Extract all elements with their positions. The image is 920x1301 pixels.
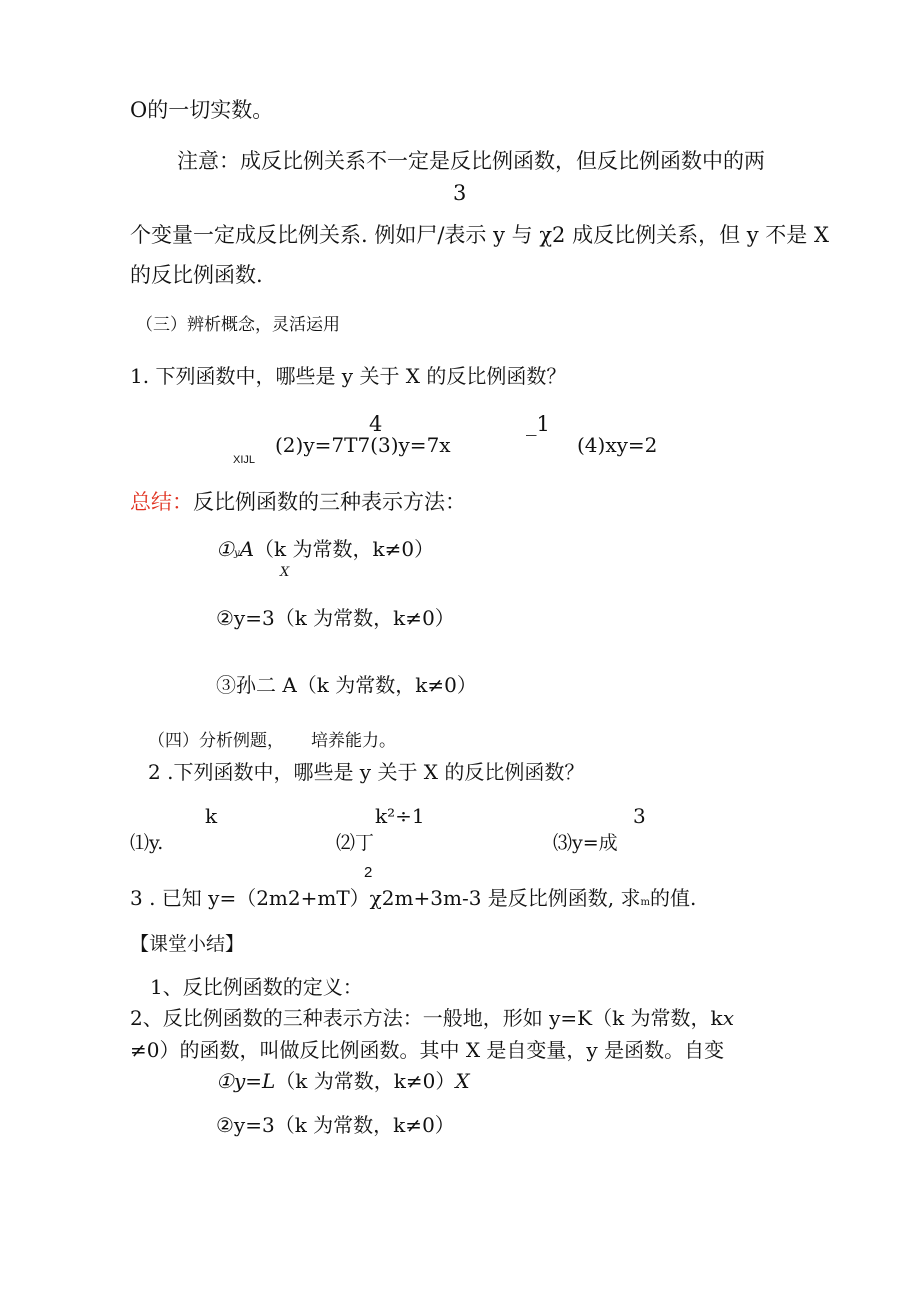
question-1: 1. 下列函数中，哪些是 y 关于 X 的反比例函数？ [130,364,567,388]
section-heading: （四）分析例题， [148,731,284,751]
summary-form-1-eq: =L [245,1069,276,1093]
subscript-m: m [640,897,650,908]
form-1 [216,539,434,559]
section-heading: （三）辨析概念，灵活运用 [136,315,340,335]
summary-form-2: ②y=3（k 为常数，k≠0） [216,1113,455,1137]
form-3: ③孙二 A（k 为常数，k≠0） [216,673,477,697]
summary-item-2-text: 2、反比例函数的三种表示方法：一般地，形如 y=K（k 为常数，k [130,1006,723,1030]
question-2: 2 .下列函数中，哪些是 y 关于 X 的反比例函数？ [148,760,585,784]
circled-one: ① [216,1069,234,1093]
form-1-condition: （k 为常数，k≠0） [254,537,435,561]
form-1-denominator: X [280,565,290,580]
summary-label: 总结： [130,490,193,514]
summary-item-2-cont: ≠0）的函数，叫做反比例函数。其中 X 是自变量，y 是函数。自变 [130,1038,725,1062]
form-2: ②y=3（k 为常数，k≠0） [216,606,455,630]
note-paragraph: 注意：成反比例关系不一定是反比例函数，但反比例函数中的两 [177,149,765,173]
summary-form-1-x: X [455,1069,470,1093]
circled-one: ① [216,537,234,561]
form-1-A: A [239,537,255,561]
option-4: (4)xy=2 [577,433,658,457]
question-3 [130,888,696,908]
summary-line [130,492,466,513]
summary-item-1: 1、反比例函数的定义： [150,975,363,999]
summary-item-2-x: x [722,1006,734,1030]
fraction-number: _1 [526,412,550,436]
summary-text: 反比例函数的三种表示方法： [193,490,466,514]
fraction-number: k²÷1 [375,804,425,828]
option-1-label: XIJL [233,454,256,466]
superscript-2: 2 [364,864,373,881]
summary-title: 【课堂小结】 [130,933,245,955]
question-3-text: 3 . 已知 y=（2m2+mT）χ2m+3m-3 是反比例函数, 求 [130,886,641,910]
fraction-number: 3 [453,181,467,205]
text-line: 的反比例函数. [130,263,263,287]
question-3-end: 的值. [649,886,697,910]
q2-option-2: ⑵丁 [336,832,375,854]
q2-option-3: ⑶y=成 [553,832,618,854]
fraction-number: 3 [633,804,646,828]
section-heading-cont: 培养能力。 [311,731,396,751]
text-line: 个变量一定成反比例关系. 例如尸/表示 y 与 χ2 成反比例关系，但 y 不是 X [130,223,829,247]
form-1-y: y [233,548,240,559]
fraction-number: 4 [369,412,383,436]
summary-item-2 [130,1008,734,1028]
text-line: O的一切实数。 [130,98,274,122]
options-2-3: (2)y=7T7(3)y=7x [275,433,451,457]
summary-form-1 [216,1071,470,1091]
summary-form-1-y: y [233,1069,246,1093]
fraction-number: k [205,804,218,828]
q2-option-1: ⑴y. [130,832,164,854]
summary-form-1-condition: （k 为常数，k≠0） [275,1069,456,1093]
